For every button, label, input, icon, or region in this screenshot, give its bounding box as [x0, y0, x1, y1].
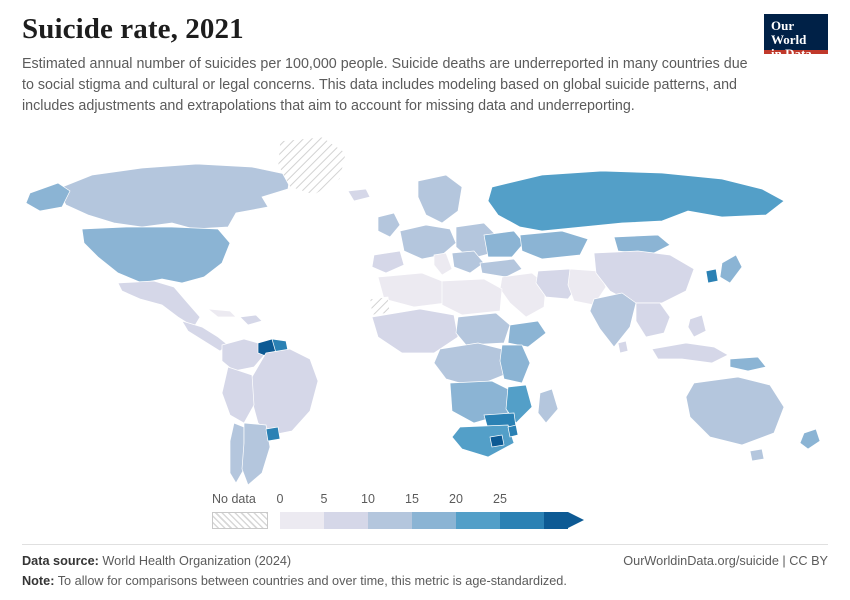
map-legend	[212, 492, 652, 538]
footer-divider	[22, 544, 828, 545]
country-scandinavia[interactable]	[418, 175, 462, 223]
country-japan[interactable]	[720, 255, 742, 283]
legend-tick-25: 25	[493, 492, 507, 506]
country-turkey[interactable]	[480, 259, 522, 277]
country-chile[interactable]	[230, 423, 244, 483]
country-australia[interactable]	[686, 377, 784, 445]
country-cuba[interactable]	[208, 309, 236, 317]
chart-header	[22, 14, 828, 117]
country-south-korea[interactable]	[706, 269, 718, 283]
country-mexico[interactable]	[118, 281, 200, 327]
note-value: To allow for comparisons between countries and over time, this metric is age-standardized.	[57, 574, 567, 588]
country-russia[interactable]	[488, 171, 784, 231]
legend-swatch-30-plus[interactable]	[544, 512, 568, 529]
country-uk-ireland[interactable]	[378, 213, 400, 237]
country-ukraine[interactable]	[484, 231, 524, 257]
legend-swatch-5-10[interactable]	[324, 512, 368, 529]
country-iberia[interactable]	[372, 251, 404, 273]
country-papua-new-guinea[interactable]	[730, 357, 766, 371]
country-argentina[interactable]	[242, 423, 270, 485]
legend-no-data-swatch[interactable]	[212, 512, 268, 529]
country-india[interactable]	[590, 293, 636, 347]
country-sri-lanka[interactable]	[618, 341, 628, 353]
country-western-sahara[interactable]	[370, 297, 390, 315]
owid-logo-line1: Our World	[771, 18, 807, 47]
country-south-africa[interactable]	[452, 425, 514, 457]
owid-logo[interactable]	[764, 14, 828, 61]
legend-swatch-20-25[interactable]	[456, 512, 500, 529]
legend-labels	[212, 492, 652, 508]
country-china[interactable]	[594, 251, 694, 303]
country-sahel[interactable]	[456, 313, 510, 345]
country-philippines[interactable]	[688, 315, 706, 337]
map-countries	[26, 137, 820, 485]
country-central-africa[interactable]	[434, 343, 504, 387]
country-libya-egypt[interactable]	[442, 279, 502, 315]
legend-tick-5: 5	[320, 492, 328, 506]
country-alaska[interactable]	[26, 183, 70, 211]
country-west-africa[interactable]	[372, 309, 458, 353]
legend-swatch-25-30[interactable]	[500, 512, 544, 529]
footer-source-line	[22, 551, 828, 571]
country-indonesia[interactable]	[652, 343, 728, 363]
footer-note-line	[22, 572, 828, 590]
chart-subtitle: Estimated annual number of suicides per 100,000 people. Suicide deaths are underreported in many countries due to social stigma and cultural or legal concerns. This data includes modeling based on global suicide patterns, and includes adjustments and extrapolations that aim to account for missing data and underreporting.	[22, 55, 748, 114]
page-title: Suicide rate, 2021	[22, 13, 244, 45]
country-tasmania[interactable]	[750, 449, 764, 461]
world-map-svg[interactable]	[22, 131, 828, 491]
world-map[interactable]	[22, 131, 828, 491]
country-peru-bolivia[interactable]	[222, 367, 254, 423]
country-lesotho[interactable]	[490, 435, 504, 447]
country-new-zealand[interactable]	[800, 429, 820, 449]
legend-swatch-10-15[interactable]	[368, 512, 412, 529]
country-western-europe[interactable]	[400, 225, 456, 259]
chart-footer	[22, 544, 828, 590]
country-uruguay[interactable]	[266, 427, 280, 441]
data-source-value: World Health Organization (2024)	[102, 554, 292, 568]
country-italy[interactable]	[434, 253, 452, 275]
legend-swatch-15-20[interactable]	[412, 512, 456, 529]
legend-swatch-0-5[interactable]	[280, 512, 324, 529]
country-kazakhstan[interactable]	[520, 231, 588, 259]
country-horn-of-africa[interactable]	[508, 321, 546, 347]
legend-tick-15: 15	[405, 492, 419, 506]
country-east-africa[interactable]	[500, 345, 530, 383]
owid-logo-line2: in Data	[771, 46, 812, 61]
owid-link[interactable]: OurWorldinData.org/suicide | CC BY	[623, 554, 828, 568]
country-southeast-asia[interactable]	[636, 303, 670, 337]
legend-no-data-label: No data	[212, 492, 256, 506]
country-eswatini[interactable]	[508, 425, 518, 437]
legend-arrow-icon	[568, 512, 584, 528]
legend-tick-0: 0	[276, 492, 284, 506]
country-iceland[interactable]	[348, 189, 370, 201]
country-caribbean[interactable]	[240, 315, 262, 325]
country-brazil[interactable]	[252, 349, 318, 435]
legend-color-bar[interactable]	[212, 512, 584, 529]
legend-tick-10: 10	[361, 492, 375, 506]
country-madagascar[interactable]	[538, 389, 558, 423]
country-central-america[interactable]	[182, 321, 228, 351]
country-canada[interactable]	[57, 164, 290, 229]
data-source-label: Data source:	[22, 554, 99, 568]
note-label: Note:	[22, 574, 55, 588]
country-united-states[interactable]	[82, 227, 230, 283]
legend-tick-20: 20	[449, 492, 463, 506]
